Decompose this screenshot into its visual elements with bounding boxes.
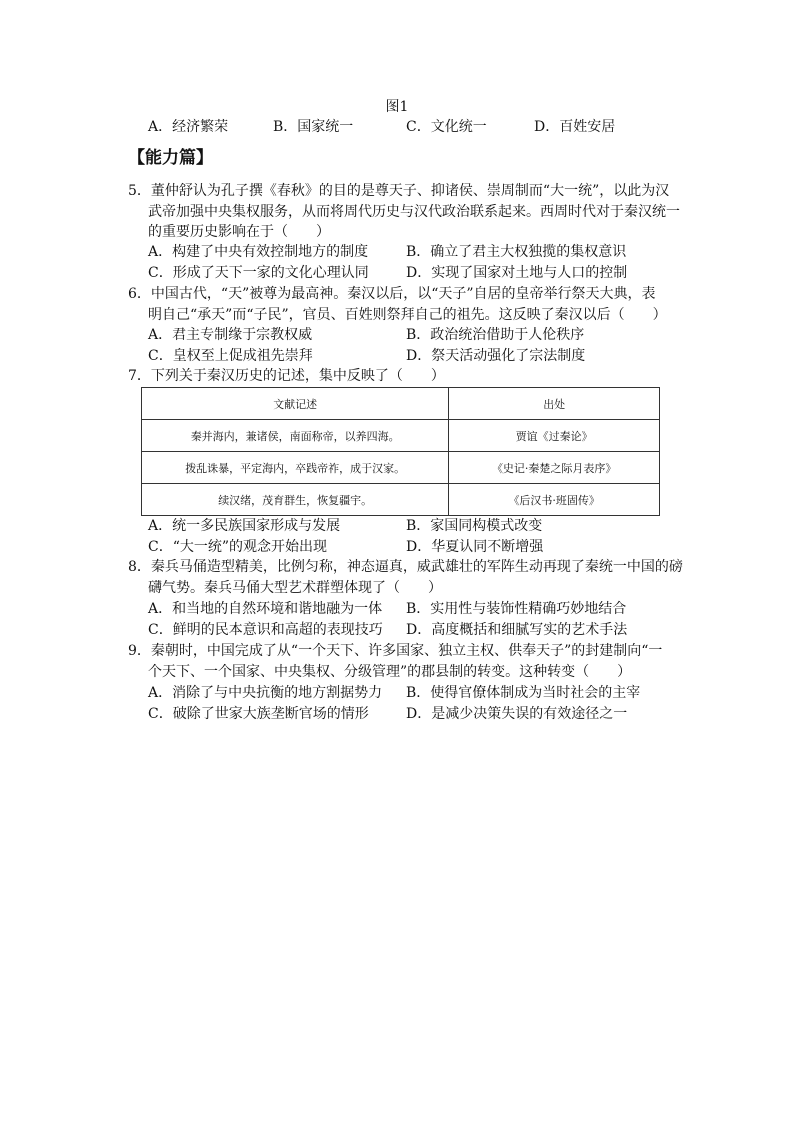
- table-header-row: [142, 388, 660, 420]
- table-header: 出处: [449, 388, 660, 420]
- figure-caption: 图1: [385, 99, 409, 115]
- q8-option-d: D．高度概括和细腻写实的艺术手法: [406, 622, 628, 638]
- table-cell: 贾谊《过秦论》: [449, 420, 660, 452]
- q5-option-c: C．形成了天下一家的文化心理认同: [148, 265, 369, 281]
- q6-option-c: C．皇权至上促成祖先崇拜: [148, 348, 313, 364]
- q5-option-d: D．实现了国家对土地与人口的控制: [406, 265, 628, 281]
- table-cell: 续汉绪，茂育群生，恢复疆宇。: [142, 484, 449, 516]
- q6-option-a: A．君主专制缘于宗教权威: [148, 327, 313, 343]
- q4-option-a: A．经济繁荣: [148, 119, 229, 135]
- q9-option-a: A．消除了与中央抗衡的地方割据势力: [148, 685, 383, 701]
- q6-stem-line: 明自己“承天”而“子民”，官员、百姓则祭拜自己的祖先。这反映了秦汉以后（ ）: [148, 307, 667, 323]
- q9-stem-line: 9．秦朝时，中国完成了从“一个天下、许多国家、独立主权、供奉天子”的封建制向“一: [128, 643, 663, 659]
- q7-stem-line: 7．下列关于秦汉历史的记述，集中反映了（ ）: [128, 368, 445, 384]
- q8-option-c: C．鲜明的民本意识和高超的表现技巧: [148, 622, 383, 638]
- q6-option-b: B．政治统治借助于人伦秩序: [406, 327, 585, 343]
- source-table: [141, 387, 660, 516]
- q5-option-a: A．构建了中央有效控制地方的制度: [148, 244, 369, 260]
- q9-option-d: D．是减少决策失误的有效途径之一: [406, 706, 628, 722]
- table-row: [142, 452, 660, 484]
- table-cell: 秦并海内，兼诸侯，南面称帝，以养四海。: [142, 420, 449, 452]
- q7-option-d: D．华夏认同不断增强: [406, 539, 544, 555]
- q5-stem-line: 武帝加强中央集权服务，从而将周代历史与汉代政治联系起来。西周时代对于秦汉统一: [148, 204, 680, 220]
- table-cell: 拨乱诛暴，平定海内，卒践帝祚，成于汉家。: [142, 452, 449, 484]
- q5-stem-line: 5．董仲舒认为孔子撰《春秋》的目的是尊天子、抑诸侯、崇周制而“大一统”，以此为汉: [128, 183, 670, 199]
- q6-stem-line: 6．中国古代，“天”被尊为最高神。秦汉以后，以“天子”自居的皇帝举行祭天大典，表: [128, 286, 656, 302]
- q8-stem-line: 礴气势。秦兵马俑大型艺术群塑体现了（ ）: [148, 580, 442, 596]
- table-row: [142, 484, 660, 516]
- q5-stem-line: 的重要历史影响在于（ ）: [148, 224, 330, 240]
- q7-option-c: C．“大一统”的观念开始出现: [148, 539, 328, 555]
- table-header: 文献记述: [142, 388, 449, 420]
- q6-option-d: D．祭天活动强化了宗法制度: [406, 348, 586, 364]
- q4-option-c: C．文化统一: [406, 119, 487, 135]
- q4-option-b: B．国家统一: [273, 119, 354, 135]
- q9-option-b: B．使得官僚体制成为当时社会的主宰: [406, 685, 641, 701]
- q8-option-b: B．实用性与装饰性精确巧妙地结合: [406, 601, 627, 617]
- q8-option-a: A．和当地的自然环境和谐地融为一体: [148, 601, 383, 617]
- q5-option-b: B．确立了君主大权独揽的集权意识: [406, 244, 627, 260]
- table-cell: 《后汉书·班固传》: [449, 484, 660, 516]
- table-row: [142, 420, 660, 452]
- q9-option-c: C．破除了世家大族垄断官场的情形: [148, 706, 369, 722]
- q4-option-d: D．百姓安居: [534, 119, 616, 135]
- q8-stem-line: 8．秦兵马俑造型精美，比例匀称，神态逼真，威武雄壮的军阵生动再现了秦统一中国的磅: [128, 559, 683, 575]
- q7-option-a: A．统一多民族国家形成与发展: [148, 518, 341, 534]
- section-title: 【能力篇】: [128, 148, 213, 168]
- q9-stem-line: 个天下、一个国家、中央集权、分级管理”的郡县制的转变。这种转变（ ）: [148, 664, 632, 680]
- q7-option-b: B．家国同构模式改变: [406, 518, 543, 534]
- table-cell: 《史记·秦楚之际月表序》: [449, 452, 660, 484]
